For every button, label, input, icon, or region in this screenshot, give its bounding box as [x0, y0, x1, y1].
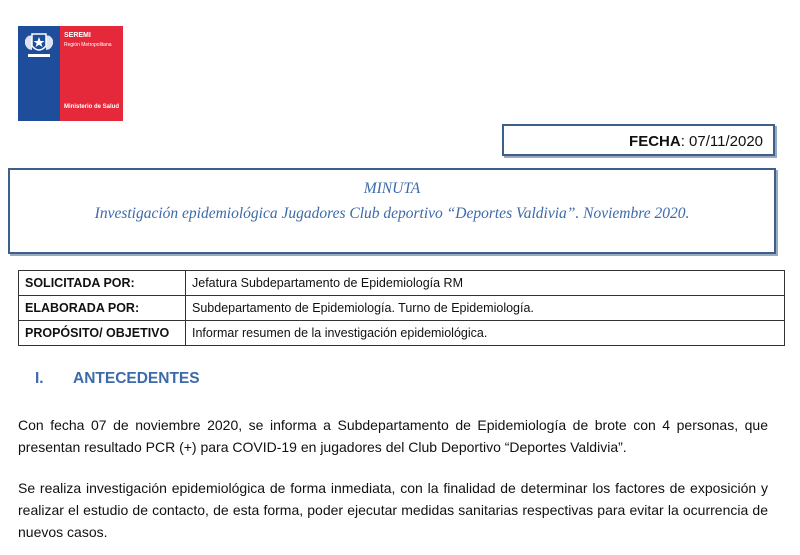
coat-of-arms-icon [22, 30, 56, 60]
logo-ministry: Ministerio de Salud [64, 104, 120, 110]
section-number: I. [35, 370, 44, 387]
row-value: Jefatura Subdepartamento de Epidemiología RM [186, 271, 785, 296]
paragraph: Con fecha 07 de noviembre 2020, se informa a Subdepartamento de Epidemiología de brote con 4 personas, que presentan resultado PCR (+) para COVID-19 en jugadores del Club Deportivo “Deportes Valdivia”. [18, 417, 768, 455]
seremi-logo [18, 26, 123, 121]
date-box [502, 124, 775, 156]
info-table [18, 270, 785, 346]
date-text [629, 133, 763, 150]
row-value: Informar resumen de la investigación epidemiológica. [186, 321, 785, 346]
date-label: FECHA [629, 133, 681, 150]
section-title: ANTECEDENTES [73, 370, 200, 387]
row-value: Subdepartamento de Epidemiología. Turno de Epidemiología. [186, 296, 785, 321]
section-heading [35, 370, 200, 388]
row-key: ELABORADA POR: [19, 296, 186, 321]
date-value: : 07/11/2020 [680, 133, 763, 150]
paragraph: Se realiza investigación epidemiológica de forma inmediata, con la finalidad de determinar los factores de exposición y realizar el estudio de contacto, de esta forma, poder ejecutar medidas sanitarias respectivas para evitar la ocurrencia de nuevos casos. [18, 480, 768, 540]
logo-title: SEREMI [64, 32, 91, 39]
title-box [8, 168, 776, 254]
document-title: Investigación epidemiológica Jugadores Club deportivo “Deportes Valdivia”. Noviembre 2020. [94, 205, 690, 222]
document-type: MINUTA [363, 180, 421, 197]
row-key: PROPÓSITO/ OBJETIVO [19, 321, 186, 346]
table-row [19, 321, 785, 346]
table-row [19, 296, 785, 321]
row-key: SOLICITADA POR: [19, 271, 186, 296]
table-row [19, 271, 785, 296]
logo-subtitle: Región Metropolitana [64, 42, 112, 48]
